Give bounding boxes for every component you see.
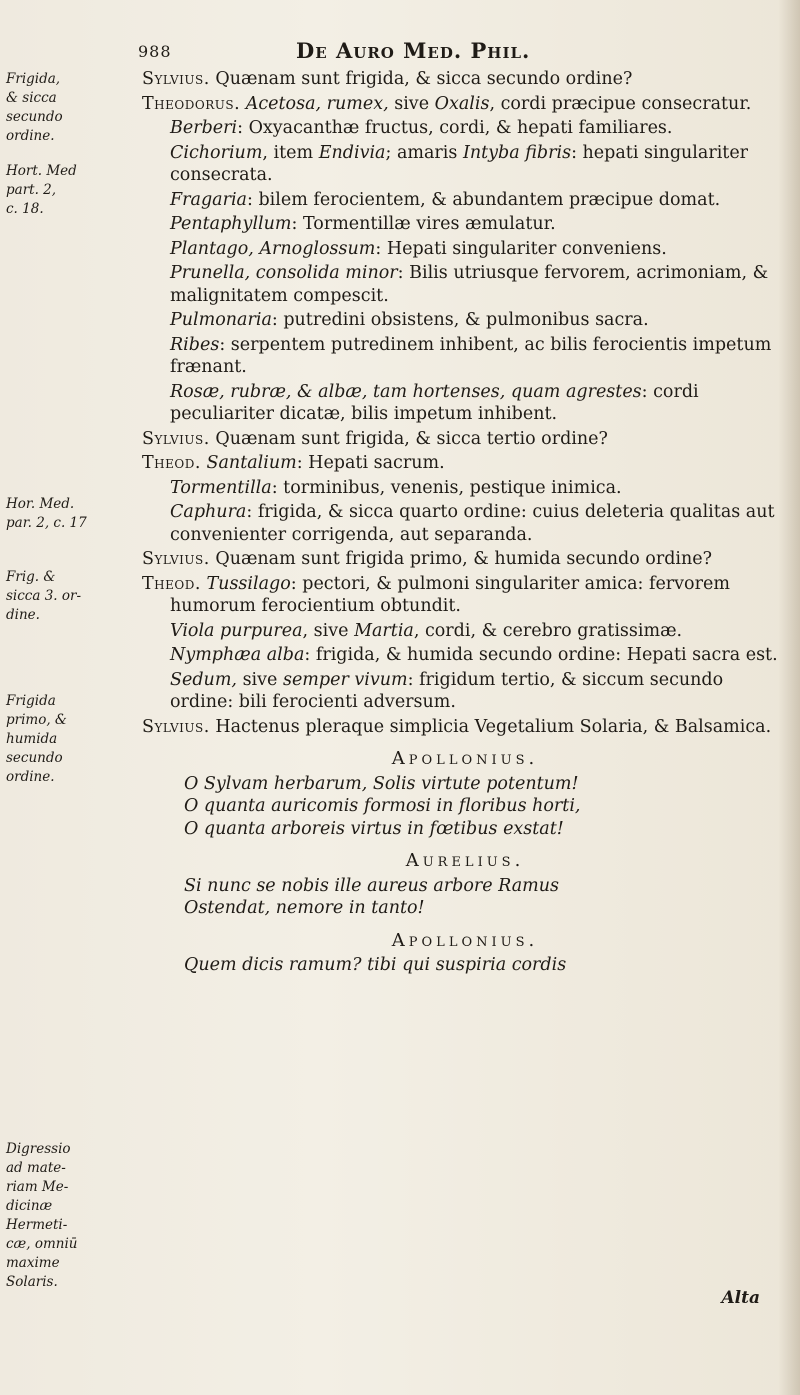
paragraph: Sylvius. Quænam sunt frigida, & sicca secundo ordine?: [142, 69, 633, 89]
margin-note-frig-sicca-3: Frig. & sicca 3. or- dine.: [6, 569, 82, 623]
paragraph: Plantago, Arnoglossum: Hepati singulariter conveniens.: [170, 238, 667, 259]
paragraph: Caphura: frigida, & sicca quarto ordine: cuius deleteria qualitas aut convenienter corrigenda, aut separanda.: [170, 502, 775, 545]
verse-line: O quanta auricomis formosi in floribus horti,: [184, 796, 581, 816]
margin-note-frigida-sicca: Frigida, & sicca secundo ordine.: [6, 71, 63, 144]
running-header: [138, 38, 788, 68]
verse-line: O quanta arboreis virtus in fœtibus exstat!: [184, 818, 564, 839]
paragraph: Theod. Tussilago: pectori, & pulmoni singulariter amica: fervorem humorum ferocientium obtundit.: [142, 573, 730, 616]
paragraph: Viola purpurea, sive Martia, cordi, & cerebro gratissimæ.: [170, 620, 683, 641]
paragraph: Sylvius. Hactenus pleraque simplicia Vegetalium Solaria, & Balsamica.: [142, 716, 772, 737]
main-text: [142, 68, 788, 977]
verse-line: O Sylvam herbarum, Solis virtute potentum!: [184, 773, 579, 794]
paragraph: Theod. Santalium: Hepati sacrum.: [142, 453, 445, 473]
paragraph: Cichorium, item Endivia; amaris Intyba fibris: hepati singulariter consecrata.: [170, 142, 749, 185]
paragraph: Theodorus. Acetosa, rumex, sive Oxalis, cordi præcipue consecratur.: [142, 93, 752, 114]
margin-note-hort-med: Hort. Med part. 2, c. 18.: [6, 163, 77, 217]
paragraph: Sedum, sive semper vivum: frigidum tertio, & siccum secundo ordine: bili ferocienti adversum.: [170, 669, 724, 712]
margin-note-digressio: Digressio ad mate- riam Me- dicinæ Hermeti- cæ, omniū maxime Solaris.: [6, 1141, 78, 1290]
paragraph: Rosæ, rubræ, & albæ, tam hortenses, quam agrestes: cordi peculiariter dicatæ, bilis impetum inhibent.: [170, 381, 699, 424]
verse-line: Quem dicis ramum? tibi qui suspiria cordis: [184, 955, 567, 975]
verse-line: Ostendat, nemore in tanto!: [184, 898, 425, 918]
catchword: Alta: [721, 1288, 760, 1308]
paragraph: Ribes: serpentem putredinem inhibent, ac bilis ferocientis impetum frænant.: [170, 334, 772, 377]
paragraph: Fragaria: bilem ferocientem, & abundantem præcipue domat.: [170, 189, 721, 210]
speaker-heading: Aurelius.: [405, 850, 525, 871]
speaker-heading: Apollonius.: [391, 929, 539, 951]
page-number: 988: [138, 42, 172, 61]
paragraph: Sylvius. Quænam sunt frigida primo, & humida secundo ordine?: [142, 549, 713, 569]
paragraph: Nymphæa alba: frigida, & humida secundo ordine: Hepati sacra est.: [170, 645, 778, 665]
paragraph: Berberi: Oxyacanthæ fructus, cordi, & hepati familiares.: [170, 118, 673, 138]
paragraph: Prunella, consolida minor: Bilis utriusque fervorem, acrimoniam, & malignitatem compescit.: [170, 263, 769, 306]
running-title: De Auro Med. Phil.: [296, 38, 531, 63]
paragraph: Tormentilla: torminibus, venenis, pestique inimica.: [170, 477, 622, 498]
paragraph: Sylvius. Quænam sunt frigida, & sicca tertio ordine?: [142, 428, 608, 449]
margin-note-hor-med: Hor. Med. par. 2, c. 17: [6, 496, 87, 531]
speaker-heading: Apollonius.: [391, 748, 539, 769]
paragraph: Pulmonaria: putredini obsistens, & pulmonibus sacra.: [170, 310, 649, 330]
verse-line: Si nunc se nobis ille aureus arbore Ramus: [184, 875, 560, 896]
margin-note-frigida-humida: Frigida primo, & humida secundo ordine.: [6, 693, 67, 785]
paragraph: Pentaphyllum: Tormentillæ vires æmulatur.: [170, 214, 556, 234]
